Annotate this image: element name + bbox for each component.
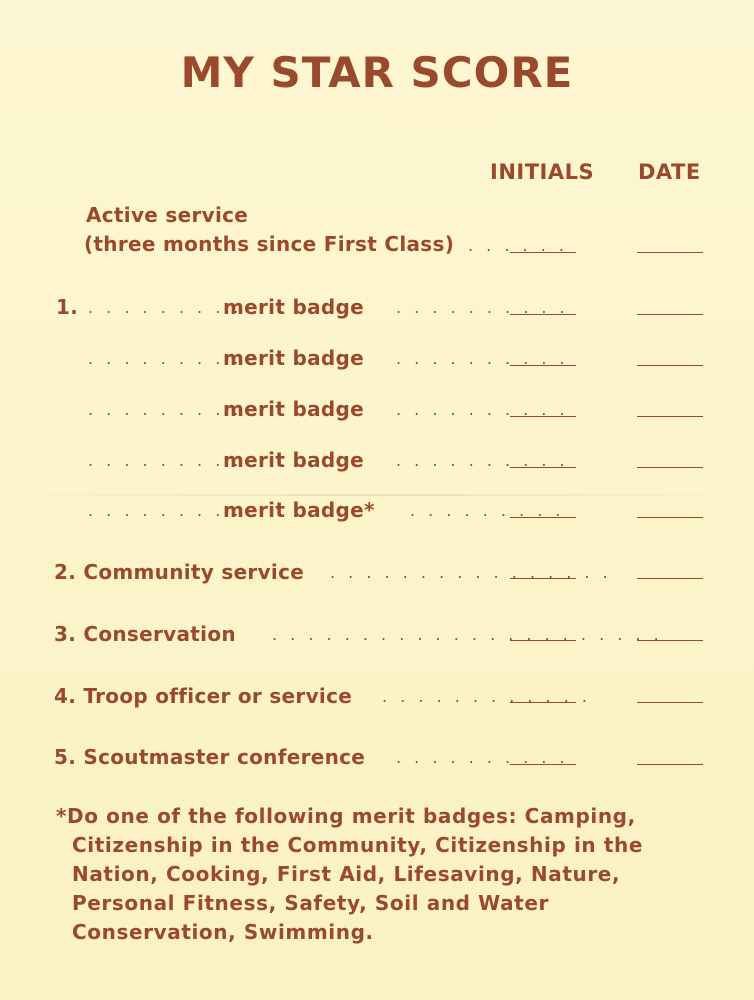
leader-dots: . . . . . . . . . xyxy=(410,501,565,520)
initials-blank-merit-badge-3[interactable] xyxy=(510,416,576,417)
column-header-date: DATE xyxy=(638,160,701,184)
initials-blank-conservation[interactable] xyxy=(510,640,576,641)
requirement-number-1: 1. xyxy=(56,295,79,319)
leader-dots: . . . . . . . . . . xyxy=(396,400,569,419)
date-blank-merit-badge-2[interactable] xyxy=(637,365,703,366)
date-blank-merit-badge-4[interactable] xyxy=(637,467,703,468)
leader-dots: . . . . . . . . . . xyxy=(88,298,261,317)
initials-blank-merit-badge-1[interactable] xyxy=(510,314,576,315)
leader-dots: . . . . . . . . . . xyxy=(396,298,569,317)
date-blank-merit-badge-5[interactable] xyxy=(637,517,703,518)
merit-badge-label-5: merit badge* xyxy=(223,498,375,522)
column-header-initials: INITIALS xyxy=(490,160,595,184)
leader-dots: . . . . . . . . . . xyxy=(396,748,569,767)
merit-badge-label-2: merit badge xyxy=(223,346,364,370)
requirement-community-service: 2. Community service xyxy=(54,560,305,584)
requirement-scoutmaster-conference: 5. Scoutmaster conference xyxy=(54,745,366,769)
date-blank-merit-badge-1[interactable] xyxy=(637,314,703,315)
initials-blank-scoutmaster-conference[interactable] xyxy=(510,764,576,765)
footnote-line-1: *Do one of the following merit badges: Camping, xyxy=(56,804,636,828)
leader-dots: . . . . . . . . . . . . . . . . xyxy=(330,563,612,582)
date-blank-scoutmaster-conference[interactable] xyxy=(637,764,703,765)
merit-badge-label-4: merit badge xyxy=(223,448,364,472)
requirement-conservation: 3. Conservation xyxy=(54,622,236,646)
leader-dots: . . . . . . . . . . . . . . . . . . . . . . xyxy=(272,625,663,644)
leader-dots: . . . . . . . . . . xyxy=(88,400,261,419)
leader-dots: . . . . . . . . . . xyxy=(88,451,261,470)
leader-dots: . . . . . . . . . . xyxy=(396,349,569,368)
leader-dots: . . . . . . . . . . xyxy=(88,501,261,520)
initials-blank-troop-officer[interactable] xyxy=(510,702,576,703)
fold-crease xyxy=(0,494,754,496)
initials-blank-merit-badge-2[interactable] xyxy=(510,365,576,366)
date-blank-community-service[interactable] xyxy=(637,578,703,579)
leader-dots: . . . . . . . . . . xyxy=(396,451,569,470)
initials-blank-active-service[interactable] xyxy=(510,252,576,253)
footnote-badge-list: Citizenship in the Community, Citizenship in the Nation, Cooking, First Aid, Lifesaving, Nature, Personal Fitness, Safety, Soil and Water Conservation, Swimming. xyxy=(72,833,643,944)
leader-dots: . . . . . . . . . . . . xyxy=(382,687,591,706)
date-blank-active-service[interactable] xyxy=(637,252,703,253)
initials-blank-community-service[interactable] xyxy=(510,578,576,579)
leader-dots: . . . . . . xyxy=(468,236,568,255)
merit-badge-label-1: merit badge xyxy=(223,295,364,319)
page-title: MY STAR SCORE xyxy=(180,48,574,97)
requirement-troop-officer: 4. Troop officer or service xyxy=(54,684,353,708)
leader-dots: . . . . . . . . . . xyxy=(88,349,261,368)
date-blank-merit-badge-3[interactable] xyxy=(637,416,703,417)
date-blank-conservation[interactable] xyxy=(637,640,703,641)
footnote xyxy=(56,802,706,947)
date-blank-troop-officer[interactable] xyxy=(637,702,703,703)
active-service-label: Active service xyxy=(86,203,249,227)
initials-blank-merit-badge-4[interactable] xyxy=(510,467,576,468)
initials-blank-merit-badge-5[interactable] xyxy=(510,517,576,518)
active-service-note: (three months since First Class) xyxy=(84,232,455,256)
merit-badge-label-3: merit badge xyxy=(223,397,364,421)
